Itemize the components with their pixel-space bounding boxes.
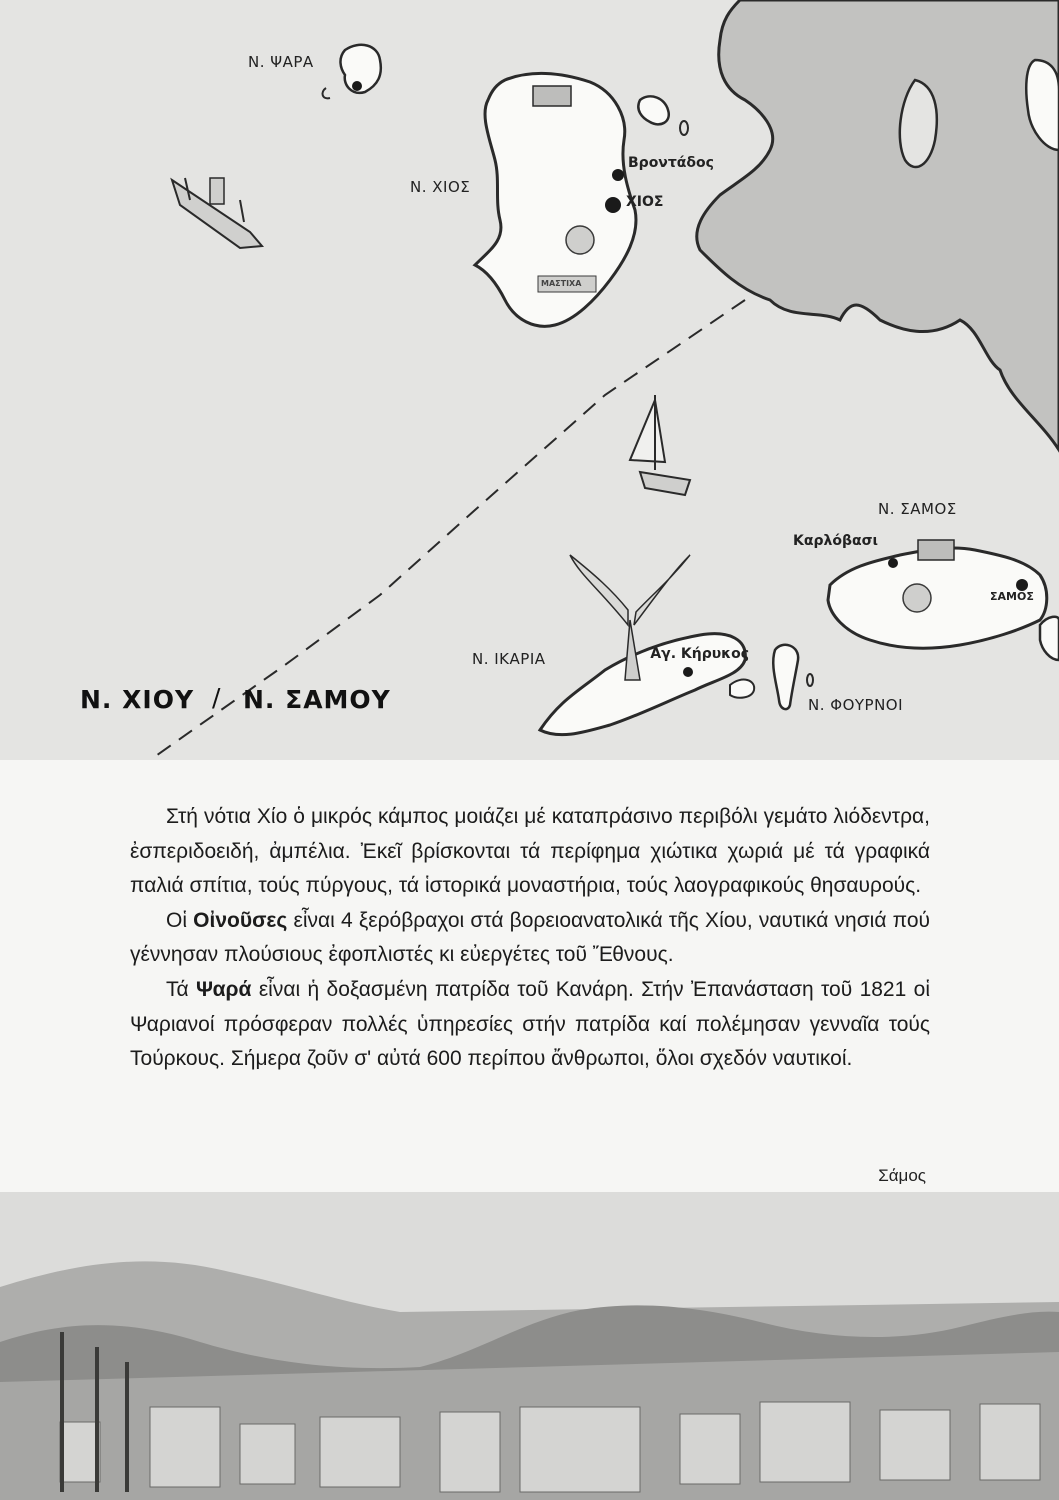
samos-cart-icon bbox=[918, 540, 954, 560]
samos-east-coast bbox=[1040, 617, 1059, 660]
antipsara-islet bbox=[323, 88, 330, 98]
psara-town-dot bbox=[352, 81, 362, 91]
label-chios-island: Ν. ΧΙΟΣ bbox=[410, 178, 471, 196]
map-title-chios: Ν. ΧΙΟΥ bbox=[80, 685, 195, 714]
map-title-slash: / bbox=[212, 683, 222, 712]
oinousses-lead: Οἱ bbox=[166, 908, 187, 932]
ship-icon bbox=[172, 178, 262, 248]
mainland-asia-minor bbox=[697, 0, 1059, 450]
thymaina-islet bbox=[807, 674, 813, 686]
label-agios-kirykos: Άγ. Κήρυκος bbox=[650, 646, 750, 662]
chios-cart-icon bbox=[533, 86, 571, 106]
label-psara: Ν. ΨΑΡΑ bbox=[248, 53, 314, 71]
oinousses-name: Οἰνοῦσες bbox=[193, 908, 288, 932]
fournoi-islet bbox=[730, 680, 754, 698]
photo-buildings bbox=[60, 1402, 1040, 1492]
label-fournoi: Ν. ΦΟΥΡΝΟΙ bbox=[808, 696, 904, 714]
psara-lead: Τά bbox=[166, 977, 189, 1001]
samos-fruit-icon bbox=[903, 584, 931, 612]
label-mastiha: ΜΑΣΤΙΧΑ bbox=[541, 279, 582, 288]
map-title-samos: Ν. ΣΑΜΟΥ bbox=[243, 685, 391, 714]
chios-town-dot bbox=[605, 197, 621, 213]
label-samos-island: Ν. ΣΑΜΟΣ bbox=[878, 500, 957, 518]
karlovasi-dot bbox=[888, 558, 898, 568]
body-text bbox=[130, 800, 930, 1077]
label-chios-town: ΧΙΟΣ bbox=[626, 194, 664, 210]
paragraph-psara bbox=[130, 973, 930, 1077]
paragraph-oinousses bbox=[130, 904, 930, 973]
paragraph-chios: Στή νότια Χίο ὁ μικρός κάμπος μοιάζει μέ καταπράσινο περιβόλι γεμάτο λιόδεντρα, ἐσπεριδοειδή, ἀμπέλια. Ἐκεῖ βρίσκονται τά περίφημα χιώτικα χωριά μέ τά γραφικά παλιά σπίτια, τούς πύργους, τά ἱστορικά μοναστήρια, τούς λαογραφικούς θησαυρούς. bbox=[130, 805, 930, 898]
psara-name: Ψαρά bbox=[196, 977, 252, 1001]
samos-photo-illustration bbox=[0, 1192, 1059, 1500]
oinousses-islet bbox=[638, 96, 668, 124]
agios-kirykos-dot bbox=[683, 667, 693, 677]
chios-fruit-icon bbox=[566, 226, 594, 254]
label-vrontados: Βροντάδος bbox=[628, 155, 714, 171]
label-karlovasi: Καρλόβασι bbox=[793, 533, 878, 549]
psara-body: εἶναι ἡ δοξασμένη πατρίδα τοῦ Κανάρη. Στήν Ἐπανάσταση τοῦ 1821 οἱ Ψαριανοί πρόσφεραν πολλές ὑπηρεσίες στήν πατρίδα καί πολέμησαν γενναῖα τούς Τούρκους. Σήμερα ζοῦν σ' αὐτά 600 περίπου ἄνθρωποι, ὅλοι σχεδόν ναυτικοί. bbox=[130, 977, 930, 1071]
fournoi-island bbox=[773, 645, 798, 709]
sailboat-icon bbox=[630, 395, 690, 495]
oinousses-body: εἶναι 4 ξερόβραχοι στά βορειοανατολικά τῆς Χίου, ναυτικά νησιά πού γέννησαν πλούσιους ἐφοπλιστές κι εὐεργέτες τοῦ Ἔθνους. bbox=[130, 908, 930, 967]
oinousses-rock bbox=[680, 121, 688, 135]
vrontados-dot bbox=[612, 169, 624, 181]
samos-photo bbox=[0, 1192, 1059, 1500]
label-samos-town: ΣΑΜΟΣ bbox=[990, 590, 1034, 603]
label-ikaria: Ν. ΙΚΑΡΙΑ bbox=[472, 650, 546, 668]
photo-caption: Σάμος bbox=[878, 1166, 926, 1185]
